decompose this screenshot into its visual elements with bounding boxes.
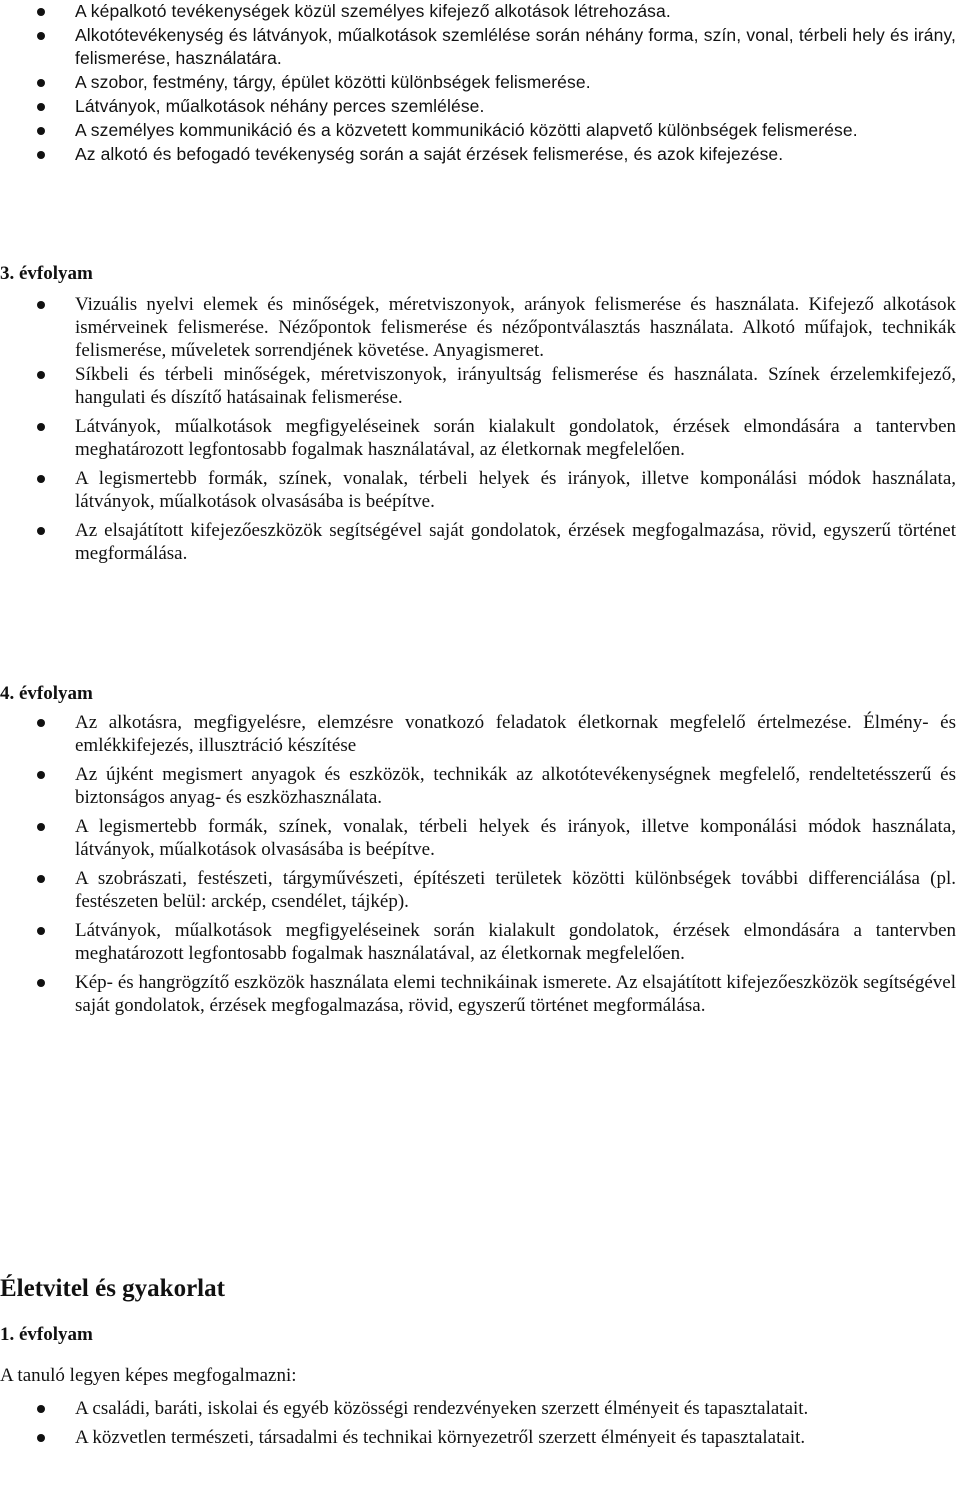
bullet-icon xyxy=(37,771,45,779)
bullet-icon xyxy=(37,127,45,135)
top-bullet-list-section xyxy=(0,0,960,166)
list-item-text: A képalkotó tevékenységek közül személyes kifejező alkotások létrehozása. xyxy=(75,1,671,21)
list-item-text: Látványok, műalkotások megfigyeléseinek során kialakult gondolatok, érzések elmondására a tantervben meghatározott legfontosabb fogalmak használatával, az életkornak megfelelően. xyxy=(75,920,956,964)
list-item-text: A szobor, festmény, tárgy, épület közötti különbségek felismerése. xyxy=(75,72,591,92)
section-title: Életvitel és gyakorlat xyxy=(0,1275,225,1302)
grade-4-bullet-list xyxy=(0,711,960,1017)
list-item-text: Kép- és hangrögzítő eszközök használata elemi technikáinak ismerete. Az elsajátított kifejezőeszközök segítségével saját gondolatok, érzések megfogalmazása, rövid, egyszerű történet megformálása. xyxy=(75,972,956,1016)
bullet-icon xyxy=(37,927,45,935)
bullet-icon xyxy=(37,103,45,111)
grade-3-heading: 3. évfolyam xyxy=(0,263,93,284)
bullet-icon xyxy=(37,151,45,159)
list-item-text: A közvetlen természeti, társadalmi és technikai környezetről szerzett élményeit és tapasztalatait. xyxy=(75,1427,806,1448)
list-item-text: Az alkotó és befogadó tevékenység során a saját érzések felismerése, és azok kifejezése. xyxy=(75,144,784,164)
bullet-icon xyxy=(37,8,45,16)
grade-3-bullet-list xyxy=(0,293,960,565)
bullet-icon xyxy=(37,423,45,431)
list-item-text: A legismertebb formák, színek, vonalak, térbeli helyek és irányok, illetve komponálási módok használata, látványok, műalkotások olvasásába is beépítve. xyxy=(75,816,956,860)
list-item xyxy=(0,919,960,965)
list-item xyxy=(0,71,960,94)
top-bullet-list xyxy=(0,0,960,166)
grade-4-list-section xyxy=(0,711,960,1017)
list-item-text: A személyes kommunikáció és a közvetett kommunikáció közötti alapvető különbségek felismerése. xyxy=(75,120,858,140)
bullet-icon xyxy=(37,527,45,535)
list-item-text: Síkbeli és térbeli minőségek, méretviszonyok, irányultság felismerése és használata. Színek érzelemkifejező, hangulati és díszítő hatásainak felismerése. xyxy=(75,364,956,408)
intro-text: A tanuló legyen képes megfogalmazni: xyxy=(0,1365,297,1386)
list-item xyxy=(0,711,960,757)
list-item-text: Alkotótevékenység és látványok, műalkotások szemlélése során néhány forma, szín, vonal, térbeli hely és irány, felismerése, használatára. xyxy=(75,25,956,68)
list-item xyxy=(0,1426,960,1449)
list-item xyxy=(0,467,960,513)
life-list-section xyxy=(0,1397,960,1449)
bullet-icon xyxy=(37,301,45,309)
list-item xyxy=(0,143,960,166)
life-bullet-list xyxy=(0,1397,960,1449)
list-item xyxy=(0,815,960,861)
list-item xyxy=(0,971,960,1017)
list-item-text: A családi, baráti, iskolai és egyéb közösségi rendezvényeken szerzett élményeit és tapasztalatait. xyxy=(75,1398,809,1419)
list-item-text: A szobrászati, festészeti, tárgyművészeti, építészeti területek közötti különbségek további differenciálása (pl. festészeten belül: arckép, csendélet, tájkép). xyxy=(75,868,956,912)
list-item-text: Látványok, műalkotások megfigyeléseinek során kialakult gondolatok, érzések elmondására a tantervben meghatározott legfontosabb fogalmak használatával, az életkornak megfelelően. xyxy=(75,416,956,460)
list-item xyxy=(0,867,960,913)
bullet-icon xyxy=(37,823,45,831)
list-item-text: Az újként megismert anyagok és eszközök, technikák az alkotótevékenységnek megfelelő, rendeltetésszerű és biztonságos anyag- és eszközhasználata. xyxy=(75,764,956,808)
list-item xyxy=(0,95,960,118)
list-item xyxy=(0,119,960,142)
list-item xyxy=(0,763,960,809)
list-item xyxy=(0,519,960,565)
grade-1-heading: 1. évfolyam xyxy=(0,1324,93,1345)
list-item xyxy=(0,1397,960,1420)
list-item xyxy=(0,24,960,70)
grade-3-list-section xyxy=(0,293,960,565)
bullet-icon xyxy=(37,371,45,379)
list-item xyxy=(0,0,960,23)
bullet-icon xyxy=(37,1434,45,1442)
bullet-icon xyxy=(37,719,45,727)
list-item-text: Vizuális nyelvi elemek és minőségek, méretviszonyok, arányok felismerése és használata. Kifejező alkotások ismérveinek felismerése. Nézőpontok felismerése és nézőpontválasztás használata. Alkotó műfajok, technikák felismerése, műveletek sorrendjének követése. Anyagismeret. xyxy=(75,294,956,361)
bullet-icon xyxy=(37,875,45,883)
bullet-icon xyxy=(37,1405,45,1413)
list-item-text: Látványok, műalkotások néhány perces szemlélése. xyxy=(75,96,485,116)
bullet-icon xyxy=(37,979,45,987)
list-item xyxy=(0,293,960,362)
list-item-text: Az alkotásra, megfigyelésre, elemzésre vonatkozó feladatok életkornak megfelelő értelmezése. Élmény- és emlékkifejezés, illusztráció készítése xyxy=(75,712,956,756)
bullet-icon xyxy=(37,475,45,483)
grade-4-heading: 4. évfolyam xyxy=(0,683,93,704)
list-item xyxy=(0,363,960,409)
bullet-icon xyxy=(37,32,45,40)
bullet-icon xyxy=(37,79,45,87)
list-item-text: A legismertebb formák, színek, vonalak, térbeli helyek és irányok, illetve komponálási módok használata, látványok, műalkotások olvasásába is beépítve. xyxy=(75,468,956,512)
list-item xyxy=(0,415,960,461)
list-item-text: Az elsajátított kifejezőeszközök segítségével saját gondolatok, érzések megfogalmazása, rövid, egyszerű történet megformálása. xyxy=(75,520,956,564)
